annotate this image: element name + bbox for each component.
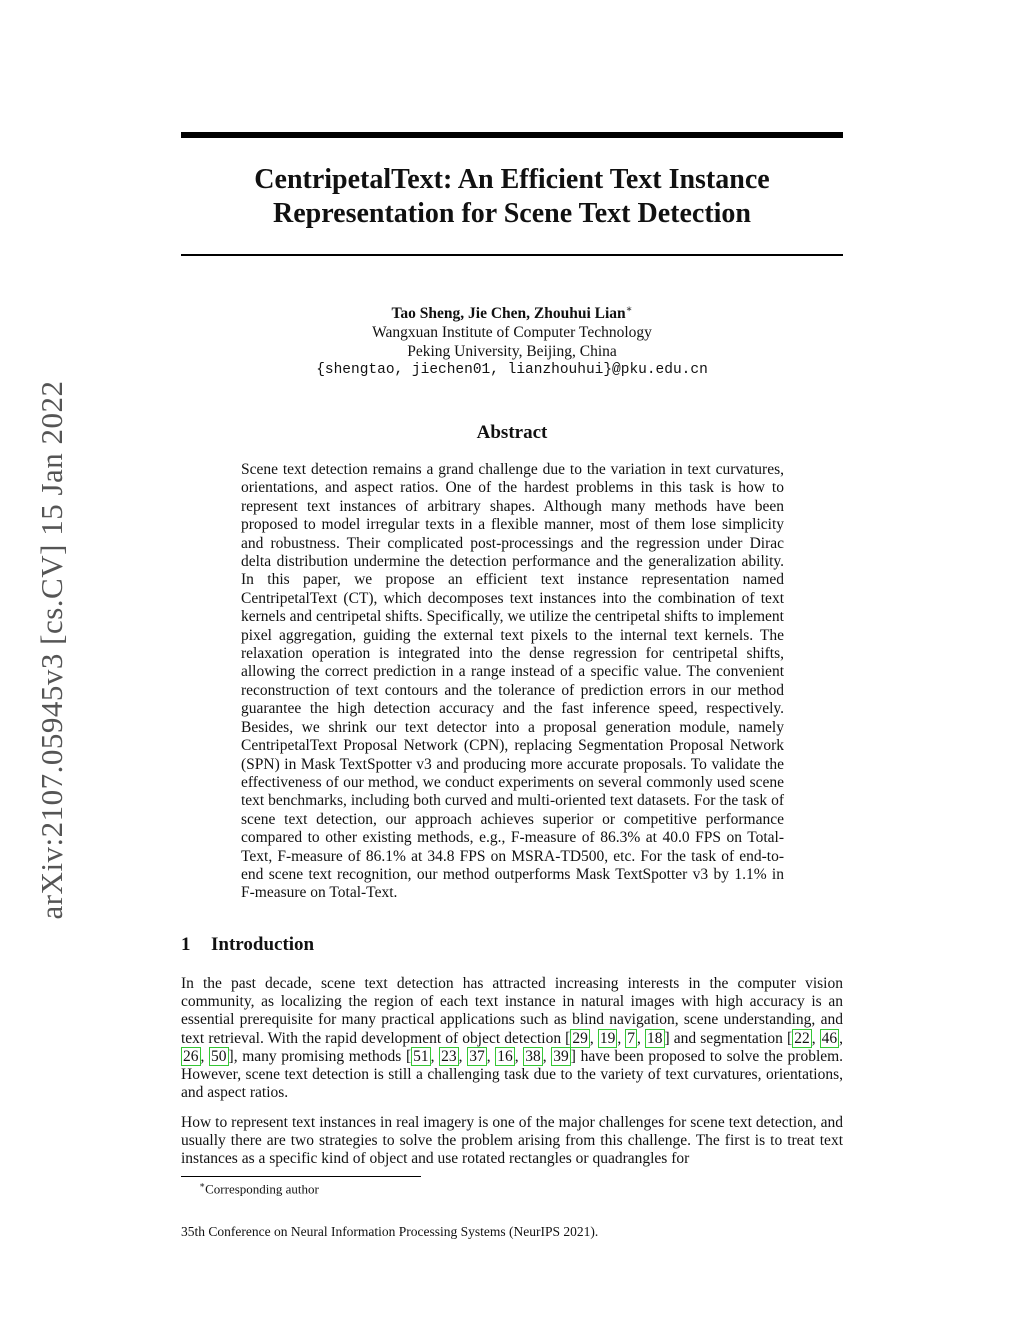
paper-title-line-2: Representation for Scene Text Detection: [273, 198, 751, 229]
arxiv-identifier-text: arXiv:2107.05945v3 [cs.CV] 15 Jan 2022: [34, 380, 69, 920]
author-block: [181, 300, 843, 380]
section-title: Introduction: [211, 934, 315, 955]
footnote-text: Corresponding author: [205, 1181, 319, 1197]
footnote-rule: [181, 1176, 421, 1177]
affiliation-university: Peking University, Beijing, China: [407, 343, 617, 361]
citation-link[interactable]: 19: [599, 1029, 616, 1047]
affiliation-institute: Wangxuan Institute of Computer Technology: [372, 324, 652, 342]
citation-link[interactable]: 26: [183, 1047, 199, 1065]
citation-link[interactable]: 29: [572, 1029, 588, 1047]
citation-link[interactable]: 18: [647, 1029, 663, 1047]
section-heading-introduction: [181, 934, 314, 956]
paper-title-line-1: CentripetalText: An Efficient Text Instance: [254, 164, 770, 195]
abstract-heading: Abstract: [476, 422, 548, 443]
citation-link[interactable]: 50: [211, 1047, 227, 1065]
citation-link[interactable]: 38: [525, 1047, 541, 1065]
intro-text: In the past decade, scene text detection has attracted increasing interests in the computer vision community, as localizing the region of each text instance in natural images with high accuracy is an essential prerequisite for many practical applications such as blind navigation, scene understanding, and text retrieval. With the rapid development of object detection [: [181, 975, 843, 1047]
author-names: [181, 300, 843, 323]
citation-link[interactable]: 37: [469, 1047, 485, 1065]
citation-link[interactable]: 7: [627, 1029, 636, 1047]
footnote: [199, 1180, 319, 1197]
intro-text: ], many promising methods [: [228, 1047, 412, 1065]
introduction-paragraph-1: In the past decade, scene text detection has attracted increasing interests in the computer vision community, as localizing the region of each text instance in natural images with high accuracy is an essential prerequisite for many practical applications such as blind navigation, scene understanding, and text retrieval. With the rapid development of object detection [ 29 , 19 , 7 , 18 ] and segmentation [ 22 , 46 , 26 , 50 ], many promising methods [ 51 , 23 , 37 , 16 , 38 , 39 ] have been proposed to solve the problem. However, scene text detection is still a challenging task due to the variety of text curvatures, orientations, and aspect ratios.: [181, 975, 844, 1102]
introduction-paragraph-2: How to represent text instances in real imagery is one of the major challenges for scene text detection, and usually there are two strategies to solve the problem arising from this challenge. The first is to treat text instances as a specific kind of object and use rotated rectangles or quadrangles for: [181, 1114, 843, 1168]
citation-link[interactable]: 46: [821, 1029, 838, 1047]
title-bottom-rule: [181, 254, 843, 256]
corresponding-author-marker: ∗: [625, 304, 633, 315]
abstract-body: Scene text detection remains a grand challenge due to the variation in text curvatures, orientations, and aspect ratios. One of the hardest problems in this task is how to represent text instances of arbitrary shapes. Although many methods have been proposed to model irregular texts in a flexible manner, most of them lose simplicity and robustness. Their complicated post-processings and the regression under Dirac delta distribution undermine the detection performance and the generalization ability. In this paper, we propose an efficient text instance representation named CentripetalText (CT), which decomposes text instances into the combination of text kernels and centripetal shifts. Specifically, we utilize the centripetal shifts to implement pixel aggregation, guiding the external text pixels to the internal text kernels. The relaxation operation is integrated into the dense regression for centripetal shifts, allowing the correct prediction in a range instead of a specific value. The convenient reconstruction of text contours and the tolerance of prediction errors in our method guarantee the high detection accuracy and the fast inference speed, respectively. Besides, we shrink our text detector into a proposal generation module, namely CentripetalText Proposal Network (CPN), replacing Segmentation Proposal Network (SPN) in Mask TextSpotter v3 and producing more accurate proposals. To validate the effectiveness of our method, we conduct experiments on several commonly used scene text benchmarks, including both curved and multi-oriented text datasets. For the task of scene text detection, our approach achieves superior or competitive performance compared to other existing methods, e.g., F-measure of 86.3% at 40.0 FPS on Total-Text, F-measure of 86.1% at 34.8 FPS on MSRA-TD500, etc. For the task of end-to-end scene text recognition, our method outperforms Mask TextSpotter v3 by 1.1% in F-measure on Total-Text.: [241, 461, 784, 902]
author-names-text: Tao Sheng, Jie Chen, Zhouhui Lian: [391, 305, 626, 323]
footnote-marker: ∗: [199, 1180, 206, 1190]
citation-link[interactable]: 39: [553, 1047, 569, 1065]
title-top-rule: [181, 132, 843, 138]
citation-link[interactable]: 51: [413, 1047, 429, 1065]
section-number: 1: [181, 934, 191, 955]
paper-title: [181, 163, 843, 231]
citation-link[interactable]: 23: [441, 1047, 457, 1065]
intro-text: ] and segmentation [: [664, 1029, 793, 1047]
citation-link[interactable]: 16: [497, 1047, 513, 1065]
intro-text: ] have been proposed to solve the problem. However, scene text detection is still a challenging task due to the variety of text curvatures, orientations, and aspect ratios.: [181, 1047, 844, 1102]
conference-notice: 35th Conference on Neural Information Processing Systems (NeurIPS 2021).: [181, 1224, 599, 1239]
author-emails: {shengtao, jiechen01, lianzhouhui}@pku.edu.cn: [316, 362, 708, 379]
citation-link[interactable]: 22: [794, 1029, 810, 1047]
